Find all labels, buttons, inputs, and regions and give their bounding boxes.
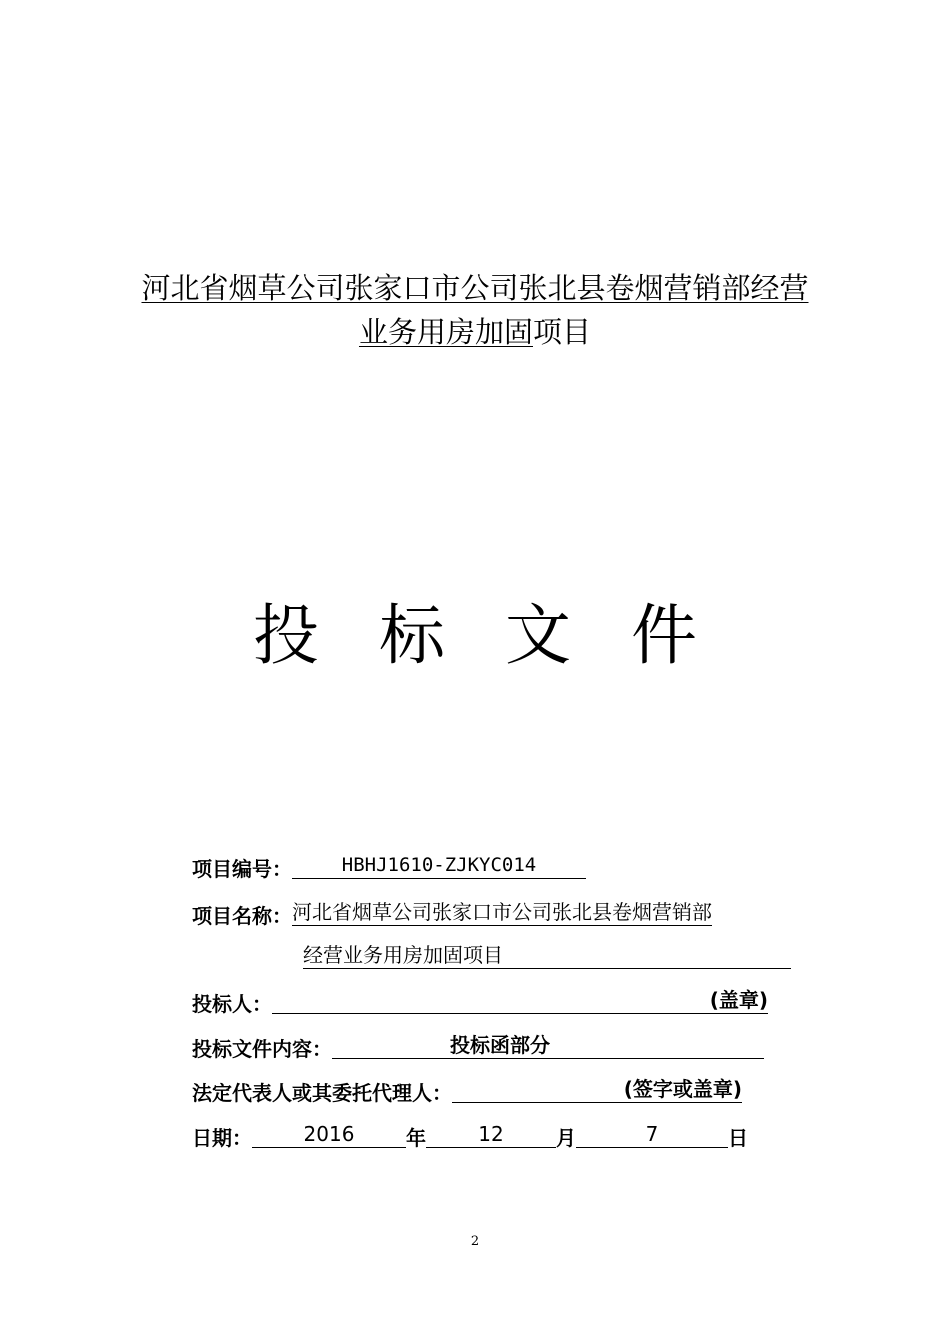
title-rest-part: 项目 [533, 315, 592, 349]
project-number-value: HBHJ1610-ZJKYC014 [292, 856, 586, 879]
representative-sign-note: (签字或盖章) [623, 1077, 742, 1101]
representative-row [192, 1079, 742, 1103]
project-number-row [192, 856, 586, 879]
page-number: 2 [470, 1234, 480, 1249]
doctype-char: 标 [379, 597, 445, 674]
bidder-blank [272, 990, 768, 1014]
year-blank: 2016 [252, 1124, 406, 1148]
year-unit: 年 [406, 1126, 426, 1150]
document-type-heading [0, 582, 950, 677]
day-unit: 日 [728, 1126, 748, 1150]
content-blank [332, 1035, 764, 1059]
project-name-value-line1: 河北省烟草公司张家口市公司张北县卷烟营销部 [292, 900, 712, 924]
doctype-char: 文 [505, 597, 571, 674]
month-blank: 12 [426, 1124, 556, 1148]
project-name-row-2 [303, 945, 791, 969]
date-label: 日期： [192, 1126, 252, 1150]
content-label: 投标文件内容： [192, 1037, 332, 1061]
project-number-label: 项目编号： [192, 857, 292, 881]
content-row [192, 1035, 764, 1059]
doctype-char: 投 [253, 597, 319, 674]
content-value: 投标函部分 [450, 1033, 550, 1057]
date-row [192, 1124, 748, 1148]
day-blank: 7 [576, 1124, 728, 1148]
bidder-seal-note: (盖章) [709, 988, 768, 1012]
month-unit: 月 [556, 1126, 576, 1150]
document-title-line2 [0, 315, 950, 349]
bidder-label: 投标人： [192, 992, 272, 1016]
bidder-row [192, 990, 768, 1014]
title-underlined-part: 业务用房加固 [358, 315, 533, 349]
representative-label: 法定代表人或其委托代理人： [192, 1081, 452, 1105]
document-title-line1: 河北省烟草公司张家口市公司张北县卷烟营销部经营 [141, 271, 809, 305]
representative-blank [452, 1079, 742, 1103]
project-name-label: 项目名称： [192, 904, 292, 928]
project-name-row [192, 902, 712, 926]
project-name-value-line2: 经营业务用房加固项目 [303, 945, 791, 969]
doctype-char: 件 [631, 597, 697, 674]
